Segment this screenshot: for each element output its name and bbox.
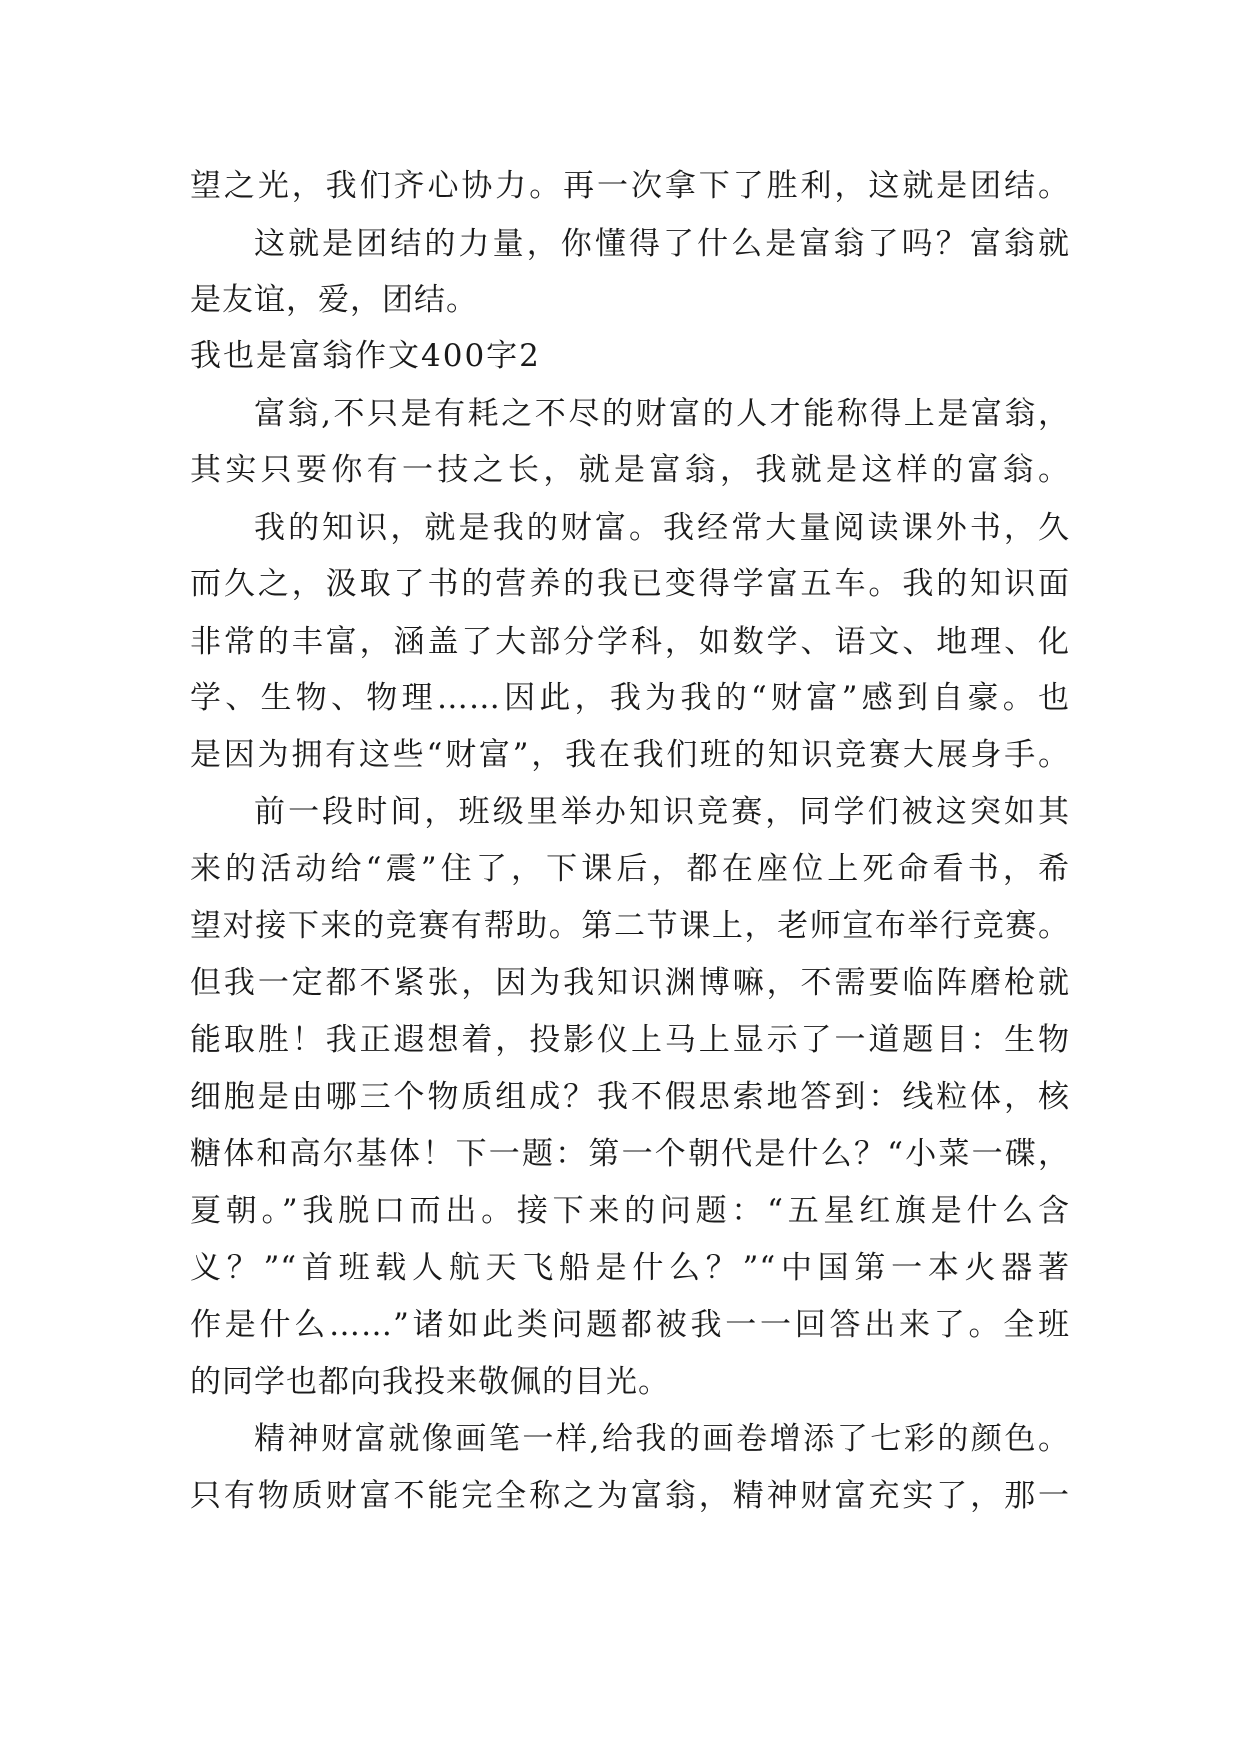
text-line: 非常的丰富，涵盖了大部分学科，如数学、语文、地理、化 [190, 624, 1070, 660]
text-line: 只有物质财富不能完全称之为富翁，精神财富充实了，那一 [190, 1478, 1070, 1514]
text-line: 是友谊，爱，团结。 [190, 282, 478, 318]
text-line: 望对接下来的竞赛有帮助。第二节课上，老师宣布举行竞赛。 [190, 908, 1070, 944]
text-line: 这就是团结的力量，你懂得了什么是富翁了吗？富翁就 [254, 226, 1070, 262]
text-line: 学、生物、物理……因此，我为我的“财富”感到自豪。也 [190, 680, 1070, 716]
text-line: 其实只要你有一技之长，就是富翁，我就是这样的富翁。 [190, 452, 1070, 488]
text-line: 细胞是由哪三个物质组成？我不假思索地答到：线粒体，核 [190, 1079, 1070, 1115]
text-line: 的同学也都向我投来敬佩的目光。 [190, 1364, 670, 1400]
text-line: 来的活动给“震”住了，下课后，都在座位上死命看书，希 [190, 851, 1070, 887]
section-heading: 我也是富翁作文400字2 [190, 338, 541, 374]
text-line: 作是什么……”诸如此类问题都被我一一回答出来了。全班 [190, 1307, 1070, 1343]
text-line: 是因为拥有这些“财富”，我在我们班的知识竞赛大展身手。 [190, 737, 1070, 773]
text-line: 而久之，汲取了书的营养的我已变得学富五车。我的知识面 [190, 566, 1070, 602]
text-line: 我的知识，就是我的财富。我经常大量阅读课外书，久 [254, 510, 1070, 546]
text-line: 夏朝。”我脱口而出。接下来的问题：“五星红旗是什么含 [190, 1193, 1070, 1229]
text-line: 义？”“首班载人航天飞船是什么？”“中国第一本火器著 [190, 1250, 1070, 1286]
text-line: 望之光，我们齐心协力。再一次拿下了胜利，这就是团结。 [190, 168, 1070, 204]
text-line: 但我一定都不紧张，因为我知识渊博嘛，不需要临阵磨枪就 [190, 965, 1070, 1001]
text-line: 精神财富就像画笔一样,给我的画卷增添了七彩的颜色。 [254, 1421, 1070, 1457]
text-line: 富翁,不只是有耗之不尽的财富的人才能称得上是富翁， [254, 396, 1070, 432]
text-line: 糖体和高尔基体！下一题：第一个朝代是什么？“小菜一碟， [190, 1136, 1070, 1172]
text-line: 前一段时间，班级里举办知识竞赛，同学们被这突如其 [254, 794, 1070, 830]
text-line: 能取胜！我正遐想着，投影仪上马上显示了一道题目：生物 [190, 1022, 1070, 1058]
